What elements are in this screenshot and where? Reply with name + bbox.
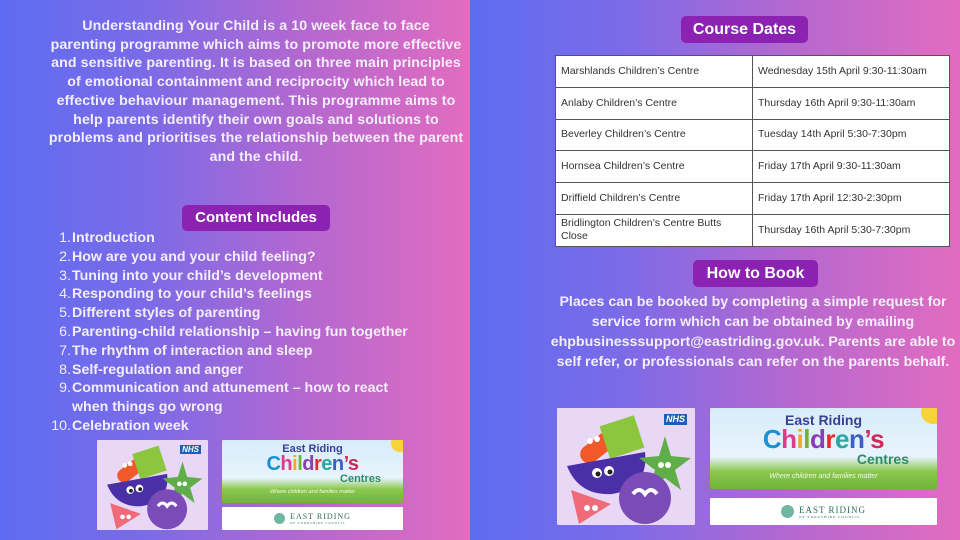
- council-seal-icon: [781, 505, 794, 518]
- date-cell: Thursday 16th April 5:30-7:30pm: [753, 214, 950, 246]
- date-cell: Wednesday 15th April 9:30-11:30am: [753, 56, 950, 88]
- list-number: 7.: [59, 342, 71, 359]
- list-item: [36, 417, 466, 436]
- date-cell: Friday 17th April 9:30-11:30am: [753, 151, 950, 183]
- course-dates-heading: Course Dates: [681, 16, 808, 43]
- list-item: [36, 229, 466, 248]
- course-dates-table: [555, 55, 950, 247]
- list-text: The rhythm of interaction and sleep: [72, 342, 313, 359]
- shapes-characters-image: [557, 408, 695, 525]
- table-row: [556, 119, 950, 151]
- list-number: 3.: [59, 267, 71, 284]
- date-cell: Friday 17th April 12:30-2:30pm: [753, 183, 950, 215]
- list-item: [36, 342, 466, 361]
- childrens-centres-banner: [222, 440, 403, 503]
- list-number: 5.: [59, 305, 71, 322]
- table-row: [556, 56, 950, 88]
- east-riding-council-logo: [710, 498, 937, 525]
- nhs-logo: NHS: [665, 414, 685, 424]
- list-number: 2.: [59, 248, 71, 265]
- content-includes-heading: Content Includes: [182, 205, 330, 231]
- nhs-logo: NHS: [182, 445, 199, 454]
- intro-paragraph: Understanding Your Child is a 10 week face to face parenting programme which aims to promote more effective and sensitive parenting. It is based on three main principles of emotional containment and reciprocity which lead to effective behaviour management. This programme aims to help parents identify their own goals and solutions to problems and prioritises the relationship between the parent and the child.: [48, 18, 464, 165]
- centre-cell: Anlaby Children’s Centre: [556, 87, 753, 119]
- council-name: EAST RIDING: [798, 504, 867, 515]
- list-number: 6.: [59, 323, 71, 340]
- east-riding-council-logo: [222, 507, 403, 530]
- list-text: Self-regulation and anger: [72, 361, 244, 378]
- list-item: [36, 323, 466, 342]
- list-text: when things go wrong: [72, 399, 223, 416]
- banner-title-line1: East Riding: [784, 412, 862, 428]
- table-row: [556, 151, 950, 183]
- list-text: Different styles of parenting: [72, 305, 261, 322]
- council-name: EAST RIDING: [290, 512, 351, 521]
- banner-title-line3: Centres: [856, 451, 909, 467]
- list-text: Parenting-child relationship – having fun together: [72, 323, 408, 340]
- date-cell: Tuesday 14th April 5:30-7:30pm: [753, 119, 950, 151]
- list-number: 8.: [59, 361, 71, 378]
- centre-cell: Hornsea Children’s Centre: [556, 151, 753, 183]
- centre-cell: Beverley Children’s Centre: [556, 119, 753, 151]
- childrens-centres-banner: [710, 408, 937, 489]
- council-subtitle: OF YORKSHIRE COUNCIL: [798, 514, 861, 519]
- list-item: [36, 267, 466, 286]
- shapes-illustration-icon: [557, 408, 695, 525]
- centre-cell: Bridlington Children’s Centre Butts Close: [556, 214, 753, 246]
- council-subtitle: OF YORKSHIRE COUNCIL: [290, 521, 346, 525]
- list-text: Responding to your child’s feelings: [72, 286, 312, 303]
- banner-tagline: Where children and families matter: [769, 473, 878, 480]
- list-text: Communication and attunement – how to react: [72, 380, 389, 397]
- booking-instructions: Places can be booked by completing a simple request for service form which can be obtained by emailing ehpbusinesssupport@eastriding.gov.uk. Parents are able to self refer, or professionals can refer on the parents behalf.: [550, 294, 956, 370]
- list-text: Celebration week: [72, 417, 189, 434]
- left-panel: [0, 0, 470, 540]
- table-row: [556, 87, 950, 119]
- table-row: [556, 214, 950, 246]
- list-text: How are you and your child feeling?: [72, 248, 316, 265]
- list-number: [36, 398, 72, 417]
- list-number: 10.: [51, 417, 71, 434]
- list-text: Tuning into your child’s development: [72, 267, 323, 284]
- list-item: [36, 248, 466, 267]
- list-number: 4.: [59, 286, 71, 303]
- banner-title-line2: Children’s: [762, 424, 885, 454]
- list-text: Introduction: [72, 230, 155, 246]
- shapes-characters-image: [97, 440, 208, 530]
- list-item: [36, 361, 466, 380]
- list-number: 1.: [59, 230, 71, 246]
- list-number: 9.: [59, 380, 71, 397]
- list-item: [36, 379, 466, 398]
- list-item: [36, 304, 466, 323]
- content-list: [36, 229, 466, 436]
- how-to-book-heading: How to Book: [693, 260, 818, 287]
- banner-title-line3: Centres: [340, 473, 381, 485]
- banner-title-line1: East Riding: [282, 443, 343, 455]
- date-cell: Thursday 16th April 9:30-11:30am: [753, 87, 950, 119]
- list-item-continuation: [36, 398, 466, 417]
- table-row: [556, 183, 950, 215]
- list-item: [36, 285, 466, 304]
- council-seal-icon: [274, 513, 285, 524]
- shapes-illustration-icon: [97, 440, 208, 530]
- centre-cell: Driffield Children’s Centre: [556, 183, 753, 215]
- centre-cell: Marshlands Children’s Centre: [556, 56, 753, 88]
- banner-tagline: Where children and families matter: [270, 489, 355, 495]
- banner-title-line2: Children’s: [266, 453, 359, 475]
